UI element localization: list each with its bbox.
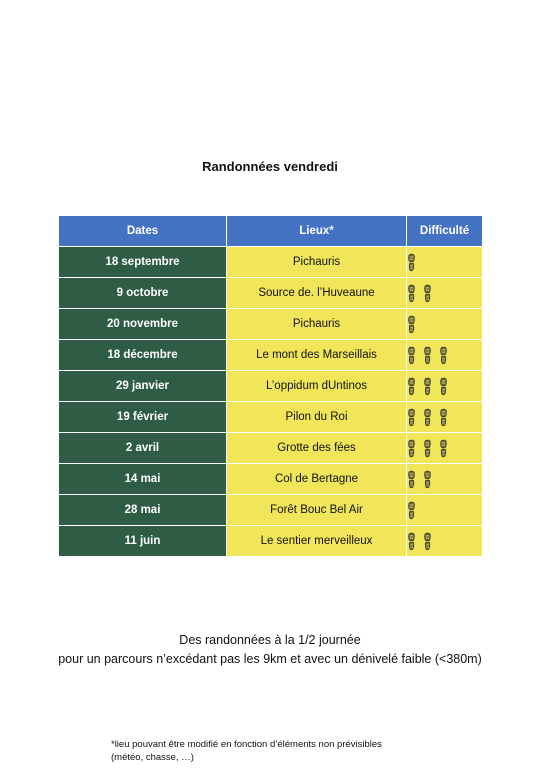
hike-place: Forêt Bouc Bel Air [227, 495, 407, 526]
header-dates: Dates [59, 216, 227, 247]
hiking-boot-print-icon [439, 408, 448, 427]
table-row [59, 526, 483, 557]
table-row [59, 278, 483, 309]
hike-difficulty [407, 402, 483, 433]
hike-date: 11 juin [59, 526, 227, 557]
hike-difficulty [407, 278, 483, 309]
hike-date: 19 février [59, 402, 227, 433]
hiking-boot-print-icon [439, 346, 448, 365]
table-row [59, 433, 483, 464]
hike-difficulty [407, 247, 483, 278]
hiking-boot-print-icon [407, 377, 416, 396]
hike-place: Source de. l’Huveaune [227, 278, 407, 309]
hikes-table [58, 215, 483, 557]
description-line-2: pour un parcours n’excédant pas les 9km et avec un dénivelé faible (<380m) [58, 652, 482, 666]
page-title: Randonnées vendredi [202, 159, 338, 174]
hike-difficulty [407, 340, 483, 371]
hike-description [0, 631, 540, 669]
hike-place: Grotte des fées [227, 433, 407, 464]
table-row [59, 309, 483, 340]
hike-date: 2 avril [59, 433, 227, 464]
footnote-line-1: *lieu pouvant être modifié en fonction d’éléments non prévisibles [111, 739, 382, 750]
hike-date: 18 septembre [59, 247, 227, 278]
hike-difficulty [407, 433, 483, 464]
hiking-boot-print-icon [407, 346, 416, 365]
hike-difficulty [407, 309, 483, 340]
hike-difficulty [407, 371, 483, 402]
hiking-boot-print-icon [407, 315, 416, 334]
hiking-boot-print-icon [407, 439, 416, 458]
hiking-boot-print-icon [439, 439, 448, 458]
hike-place: Col de Bertagne [227, 464, 407, 495]
hiking-boot-print-icon [423, 284, 432, 303]
hiking-boot-print-icon [423, 532, 432, 551]
hike-difficulty [407, 464, 483, 495]
table-row [59, 340, 483, 371]
hiking-boot-print-icon [407, 284, 416, 303]
table-row [59, 371, 483, 402]
hike-difficulty [407, 526, 483, 557]
table-row [59, 402, 483, 433]
header-difficulty: Difficulté [407, 216, 483, 247]
hike-place: Pilon du Roi [227, 402, 407, 433]
hike-date: 9 octobre [59, 278, 227, 309]
table-row [59, 247, 483, 278]
hike-place: L’oppidum dUntinos [227, 371, 407, 402]
hike-place: Pichauris [227, 247, 407, 278]
hike-place: Le mont des Marseillais [227, 340, 407, 371]
table-row [59, 495, 483, 526]
description-line-1: Des randonnées à la 1/2 journée [179, 633, 361, 647]
hiking-boot-print-icon [407, 470, 416, 489]
hike-place: Pichauris [227, 309, 407, 340]
hike-date: 29 janvier [59, 371, 227, 402]
header-places: Lieux* [227, 216, 407, 247]
footnote [111, 738, 441, 764]
hiking-boot-print-icon [407, 408, 416, 427]
hike-date: 14 mai [59, 464, 227, 495]
table-row [59, 464, 483, 495]
hiking-boot-print-icon [439, 377, 448, 396]
hiking-boot-print-icon [407, 501, 416, 520]
hiking-boot-print-icon [423, 439, 432, 458]
hiking-boot-print-icon [423, 408, 432, 427]
footnote-line-2: (météo, chasse, …) [111, 752, 194, 763]
hike-place: Le sentier merveilleux [227, 526, 407, 557]
hiking-boot-print-icon [423, 346, 432, 365]
hike-date: 20 novembre [59, 309, 227, 340]
hike-date: 28 mai [59, 495, 227, 526]
hiking-boot-print-icon [407, 532, 416, 551]
hiking-boot-print-icon [423, 377, 432, 396]
table-header-row [59, 216, 483, 247]
hiking-boot-print-icon [407, 253, 416, 272]
hiking-boot-print-icon [423, 470, 432, 489]
hike-date: 18 décembre [59, 340, 227, 371]
hike-difficulty [407, 495, 483, 526]
